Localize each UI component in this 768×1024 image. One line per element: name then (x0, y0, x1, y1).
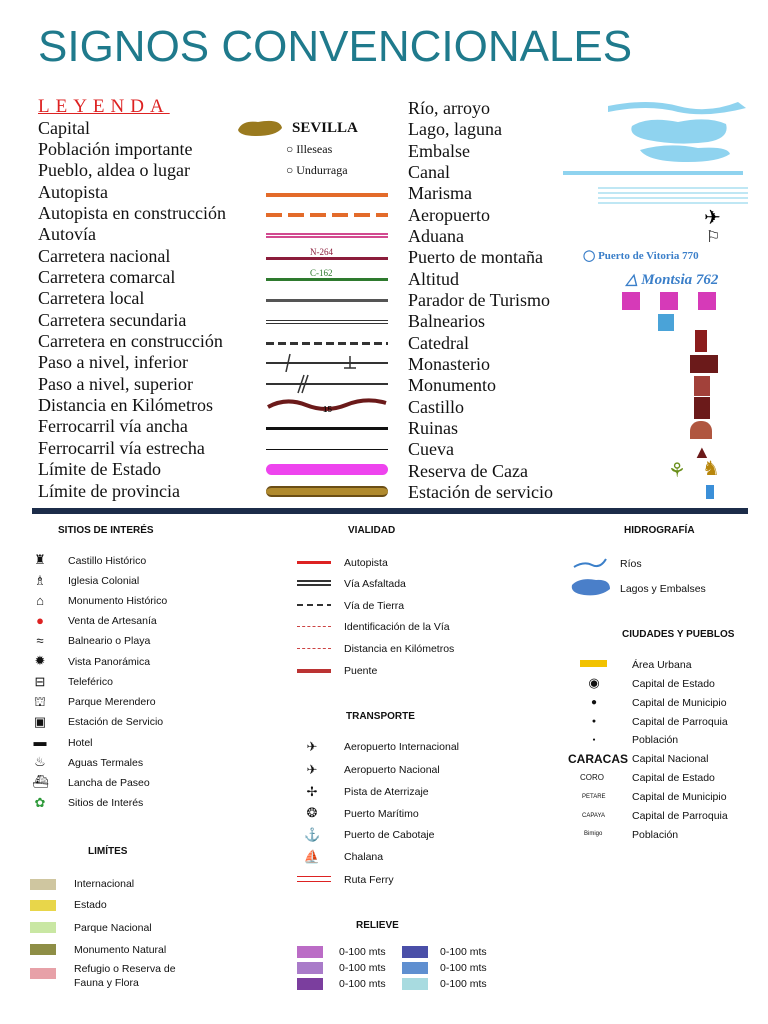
via-ancha-line (266, 427, 388, 430)
hotel-icon: ▬ (33, 734, 47, 749)
sitios-item: Venta de Artesanía (68, 615, 157, 627)
vialidad-item: Vía Asfaltada (344, 578, 406, 590)
customs-icon: ⚐ (706, 229, 721, 246)
legend-label: Lago, laguna (408, 119, 502, 139)
paso-superior-icon (266, 374, 388, 394)
hidrografia-heading: HIDROGRAFÍA (624, 525, 695, 536)
anchor-icon: ⚓ (304, 827, 321, 842)
legend-label: Paso a nivel, inferior (38, 352, 188, 372)
beach-icon: ≈ (36, 633, 44, 648)
limites-item: Estado (74, 899, 107, 911)
ferry-route-line (297, 876, 331, 882)
vialidad-item: Identificación de la Vía (344, 621, 450, 633)
limites-item: Refugio o Reserva de (74, 963, 176, 975)
legend-label: Paso a nivel, superior (38, 374, 193, 394)
river-icon (572, 557, 608, 571)
limites-item: Monumento Natural (74, 944, 167, 956)
comarcal-label: C-162 (310, 268, 333, 278)
international-airport-icon: ✈ (306, 739, 318, 754)
legend-label: Catedral (408, 333, 469, 353)
transporte-item: Aeropuerto Nacional (344, 764, 440, 776)
legend-label: Ferrocarril vía ancha (38, 416, 188, 436)
limites-item: Internacional (74, 878, 135, 890)
autopista-line (297, 561, 331, 564)
altitude-sample: △ Montsia 762 (626, 272, 719, 288)
municipal-capital-icon: ● (590, 697, 598, 708)
legend-label: Capital (38, 118, 90, 138)
transporte-item: Aeropuerto Internacional (344, 741, 459, 753)
boat-icon: ⛴ (32, 774, 49, 789)
legend-label: Carretera local (38, 288, 145, 308)
legend-panel (38, 96, 748, 506)
castle-icon (694, 397, 710, 419)
transporte-item: Ruta Ferry (344, 874, 394, 886)
sitios-item: Aguas Termales (68, 757, 144, 769)
ciudades-item: Población (632, 829, 679, 841)
sitios-item: Hotel (68, 737, 93, 749)
monument-icon (694, 376, 710, 396)
page-title: SIGNOS CONVENCIONALES (38, 22, 633, 71)
legend-label: Puerto de montaña (408, 247, 543, 267)
mountain-pass-sample: ◯ Puerto de Vitoria 770 (583, 250, 699, 262)
legend-label: Monasterio (408, 354, 490, 374)
ruins-icon (690, 421, 712, 439)
sitios-item: Lancha de Paseo (68, 777, 150, 789)
mountain-pass-text: Puerto de Vitoria 770 (598, 250, 699, 262)
nacional-label: N-264 (310, 247, 333, 257)
cathedral-icon (695, 330, 707, 352)
balneario-icon (658, 314, 674, 331)
point-of-interest-icon: ✿ (34, 795, 46, 810)
legend-label: Pueblo, aldea o lugar (38, 160, 190, 180)
altitude-text: Montsia 762 (641, 272, 719, 288)
legend-label: Aduana (408, 226, 464, 246)
city-sample: PETARE (582, 794, 606, 800)
airport-icon: ✈ (704, 207, 721, 229)
deer-icon: ♞ (702, 458, 720, 480)
legend-heading: LEYENDA (38, 96, 170, 117)
relieve-heading: RELIEVE (356, 920, 399, 931)
comarcal-line (266, 278, 388, 281)
monastery-icon (690, 355, 718, 373)
vialidad-item: Distancia en Kilómetros (344, 643, 455, 655)
parish-capital-icon: ● (591, 718, 597, 725)
swatch (30, 968, 56, 979)
hidrografia-item: Lagos y Embalses (620, 583, 706, 595)
lake-icon (570, 577, 612, 597)
airstrip-icon: ✢ (306, 784, 318, 799)
population-name: Illeseas (296, 142, 333, 156)
parador-icon (698, 292, 716, 310)
legend-label: Reserva de Caza (408, 461, 528, 481)
reservoir-icon (638, 142, 733, 164)
transporte-item: Pista de Aterrizaje (344, 786, 429, 798)
sitios-heading: SITIOS DE INTERÉS (58, 525, 154, 536)
paso-inferior-icon (266, 352, 388, 372)
ferry-boat-icon: ⛵ (303, 849, 321, 864)
legend-label: Castillo (408, 397, 465, 417)
ciudades-heading: CIUDADES Y PUEBLOS (622, 629, 735, 640)
legend-label: Distancia en Kilómetros (38, 395, 213, 415)
legend-label: Carretera secundaria (38, 310, 187, 330)
legend-label: Estación de servicio (408, 482, 553, 502)
autopista-line (266, 193, 388, 197)
monument-icon: ⌂ (36, 593, 44, 608)
construccion-line (266, 342, 388, 345)
relieve-label: 0-100 mts (440, 962, 487, 974)
legend-label: Altitud (408, 269, 460, 289)
relieve-label: 0-100 mts (339, 962, 386, 974)
sitios-item: Estación de Servicio (68, 716, 164, 728)
seaport-icon: ❂ (306, 805, 318, 820)
picnic-icon: ⛫ (34, 694, 46, 709)
population-sample (286, 139, 332, 160)
legend-label: Límite de Estado (38, 459, 161, 479)
ciudades-item: Capital de Municipio (632, 791, 727, 803)
limites-item: Fauna y Flora (74, 977, 139, 989)
relieve-label: 0-100 mts (339, 978, 386, 990)
church-icon: ♗ (34, 573, 46, 588)
state-capital-icon: ◉ (588, 675, 600, 690)
ciudades-item: Capital de Estado (632, 772, 715, 784)
city-sample: CAPAYA (582, 813, 606, 819)
via-estrecha-line (266, 449, 388, 450)
cave-icon: ▲ (693, 442, 711, 462)
relieve-label: 0-100 mts (440, 946, 487, 958)
legend-label: Carretera en construcción (38, 331, 223, 351)
sitios-item: Vista Panorámica (68, 656, 151, 668)
swatch (30, 944, 56, 955)
crafts-icon: ● (36, 613, 44, 628)
sitios-item: Parque Merendero (68, 696, 156, 708)
legend-label: Ruinas (408, 418, 459, 438)
legend-label: Parador de Turismo (408, 290, 551, 310)
legend-label: Aeropuerto (408, 205, 490, 225)
legend-label: Población importante (38, 139, 193, 159)
legend-label: Marisma (408, 183, 472, 203)
fuel-icon: ▣ (33, 714, 47, 729)
ciudades-item: Capital de Municipio (632, 697, 727, 709)
hunting-reserve-icon: ⚘ (668, 460, 686, 482)
transporte-heading: TRANSPORTE (346, 711, 415, 722)
river-icon (608, 98, 748, 118)
canal-line (563, 171, 743, 175)
legend-label: Ferrocarril vía estrecha (38, 438, 205, 458)
legend-label: Monumento (408, 375, 496, 395)
limites-item: Parque Nacional (74, 922, 152, 934)
castle-icon: ♜ (34, 552, 46, 567)
capital-blob-icon (236, 118, 284, 138)
separator-bar (32, 508, 748, 514)
capital-sample: SEVILLA (292, 120, 358, 136)
circle-icon: ○ (286, 163, 297, 177)
viewpoint-icon: ✹ (34, 653, 46, 668)
vialidad-item: Autopista (344, 557, 388, 569)
transporte-item: Puerto Marítimo (344, 808, 419, 820)
autopista-construccion-line (266, 213, 388, 217)
legend-label: Carretera nacional (38, 246, 171, 266)
tierra-line (297, 604, 331, 606)
bridge-icon (297, 669, 331, 673)
parador-icon (622, 292, 640, 310)
legend-label: Límite de provincia (38, 481, 180, 501)
swatch (30, 900, 56, 911)
relieve-swatch (402, 978, 428, 990)
sitios-item: Sitios de Interés (68, 797, 144, 809)
legend-label: Autopista en construcción (38, 203, 226, 223)
vialidad-item: Puente (344, 665, 378, 677)
identificacion-line (297, 626, 331, 628)
hot-springs-icon: ♨ (34, 754, 46, 769)
transporte-item: Puerto de Cabotaje (344, 829, 435, 841)
ciudades-item: Capital Nacional (632, 753, 709, 765)
legend-label: Balnearios (408, 311, 485, 331)
parador-icon (660, 292, 678, 310)
local-line (266, 299, 388, 302)
legend-label: Autopista (38, 182, 108, 202)
relieve-swatch (297, 978, 323, 990)
legend-label: Río, arroyo (408, 98, 490, 118)
relieve-label: 0-100 mts (440, 978, 487, 990)
city-sample: CORO (580, 773, 604, 782)
swatch (30, 879, 56, 890)
ciudades-item: Capital de Estado (632, 678, 715, 690)
sitios-item: Iglesia Colonial (68, 575, 140, 587)
vialidad-heading: VIALIDAD (348, 525, 396, 536)
limite-provincia-line (266, 486, 388, 497)
ciudades-item: Área Urbana (632, 659, 692, 671)
legend-label: Carretera comarcal (38, 267, 176, 287)
gas-station-icon (706, 485, 714, 499)
limites-heading: LIMÍTES (88, 846, 128, 857)
sitios-item: Castillo Histórico (68, 555, 147, 567)
vialidad-item: Vía de Tierra (344, 600, 405, 612)
limite-estado-line (266, 464, 388, 475)
distancia-km-number: 15 (323, 405, 332, 414)
ciudades-item: Capital de Parroquia (632, 810, 728, 822)
legend-label: Autovía (38, 224, 96, 244)
marsh-icon (598, 186, 748, 204)
village-name: Undurraga (296, 163, 348, 177)
relieve-swatch (402, 946, 428, 958)
asfaltada-line (297, 580, 331, 586)
sitios-item: Balneario o Playa (68, 635, 151, 647)
city-sample: Bimigo (584, 831, 603, 837)
relieve-swatch (402, 962, 428, 974)
city-sample: CARACAS (568, 752, 628, 766)
nacional-line (266, 257, 388, 260)
ciudades-item: Población (632, 734, 679, 746)
national-airport-icon: ✈ (306, 762, 318, 777)
distancia-line (297, 648, 331, 650)
ciudades-item: Capital de Parroquia (632, 716, 728, 728)
sitios-item: Monumento Histórico (68, 595, 168, 607)
sitios-item: Teleférico (68, 676, 113, 688)
hidrografia-item: Ríos (620, 558, 642, 570)
relieve-swatch (297, 962, 323, 974)
village-sample (286, 160, 348, 181)
legend-label: Embalse (408, 141, 470, 161)
circle-icon: ○ (286, 142, 297, 156)
transporte-item: Chalana (344, 851, 384, 863)
population-dot-icon: ● (592, 737, 596, 743)
legend-label: Canal (408, 162, 450, 182)
autovia-line (266, 233, 388, 238)
urban-area-swatch (580, 660, 607, 667)
legend-label: Cueva (408, 439, 454, 459)
swatch (30, 922, 56, 933)
cable-car-icon: ⊟ (34, 674, 46, 689)
relieve-swatch (297, 946, 323, 958)
relieve-label: 0-100 mts (339, 946, 386, 958)
secundaria-line (266, 320, 388, 324)
